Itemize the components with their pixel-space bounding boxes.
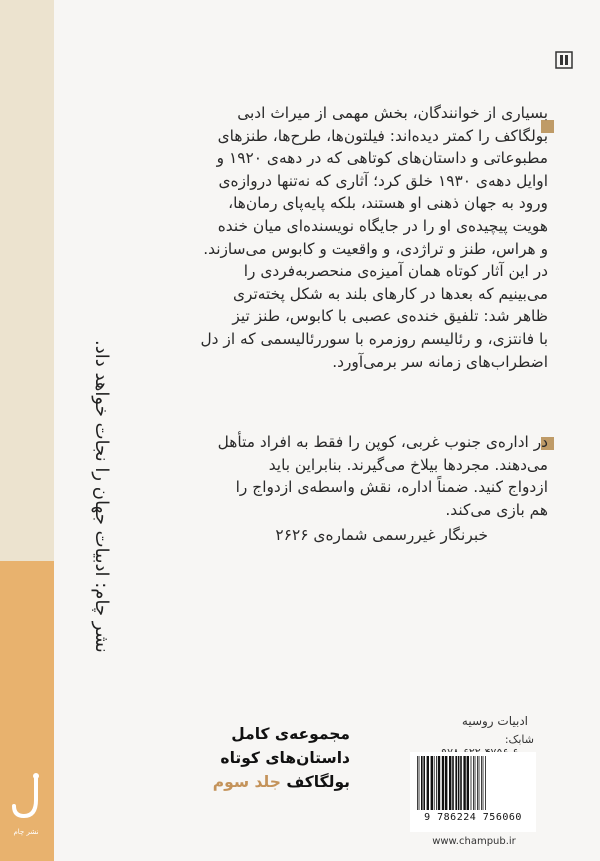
barcode-bar bbox=[449, 756, 451, 810]
barcode-bar bbox=[452, 756, 454, 810]
barcode-bar bbox=[471, 756, 472, 810]
quote-line: ازدواج کنید. ضمناً اداره، نقش واسطه‌ی ازدواج را bbox=[235, 478, 548, 497]
barcode-bar bbox=[427, 756, 429, 810]
barcode-bar bbox=[455, 756, 457, 810]
blurb-line: ظاهر شد: تلفیق خنده‌ی عصبی با کابوس، طنز تیز bbox=[232, 307, 548, 326]
publisher-logo-text: نشر چام bbox=[13, 828, 39, 836]
isbn-label: شابک: bbox=[504, 733, 534, 746]
blurb-line: مطبوعاتی و داستان‌های کوتاهی که در دهه‌ی ۱۹۲۰ و bbox=[216, 149, 548, 168]
barcode-bar bbox=[431, 756, 433, 810]
genre-label: ادبیات روسیه bbox=[461, 714, 528, 728]
collection-title-line1: مجموعه‌ی کامل bbox=[231, 725, 350, 743]
blurb-line: بسیاری از خوانندگان، بخش مهمی از میراث ادبی bbox=[237, 104, 548, 122]
barcode-bar bbox=[438, 756, 440, 810]
barcode-bar bbox=[442, 756, 444, 810]
publisher-mark-icon bbox=[554, 50, 574, 70]
barcode-bar bbox=[434, 756, 435, 810]
blurb-line: ورود به جهان ذهنی او هستند، بلکه پایه‌پای رمان‌ها، bbox=[228, 194, 548, 213]
blurb-line: با فانتزی، و رئالیسم روزمره با سوررئالیسمی که از دل bbox=[200, 329, 548, 348]
quote-line: هم بازی می‌کند. bbox=[445, 500, 548, 519]
barcode-bar bbox=[481, 756, 482, 810]
barcode-icon bbox=[415, 756, 531, 814]
collection-title-line3 bbox=[190, 770, 350, 794]
quote-line: در اداره‌ی جنوب غربی، کوپن را فقط به افراد متأهل bbox=[217, 433, 548, 451]
quote-line: می‌دهند. مجردها بیلاخ می‌گیرند. بنابراین باید bbox=[268, 455, 548, 474]
barcode-bar bbox=[483, 756, 484, 810]
collection-title-line2: داستان‌های کوتاه bbox=[220, 749, 350, 767]
barcode-bar bbox=[458, 756, 460, 810]
barcode-bar bbox=[473, 756, 474, 810]
barcode-bar bbox=[421, 756, 423, 810]
barcode-bar bbox=[419, 756, 420, 810]
collection-title bbox=[190, 722, 350, 794]
book-spine bbox=[0, 0, 54, 861]
barcode-bar bbox=[467, 756, 469, 810]
spine-slogan: نشر چام: ادبیات جهان را نجات خواهد داد. bbox=[91, 340, 112, 653]
barcode-bar bbox=[445, 756, 447, 810]
quote-author: خبرنگار غیررسمی شماره‌ی ۲۶۲۶ bbox=[275, 526, 488, 544]
blurb-line: و هراس، طنز و تراژدی، و واقعیت و کابوس می‌سازند. bbox=[203, 239, 548, 258]
publisher-website: www.champub.ir bbox=[432, 836, 516, 847]
barcode-bar bbox=[417, 756, 418, 810]
barcode-bar bbox=[436, 756, 437, 810]
collection-author: بولگاکف bbox=[286, 773, 350, 791]
blurb-line: می‌بینیم که بعدها در کارهای بلند به شکل پخته‌تری bbox=[232, 284, 548, 303]
blurb-line: اضطراب‌های زمانه سر برمی‌آورد. bbox=[332, 352, 548, 371]
barcode-bar bbox=[463, 756, 465, 810]
blurb-line: هویت پیچیده‌ی او را در جایگاه نویسنده‌ای میان خنده bbox=[217, 216, 548, 235]
barcode-bar bbox=[479, 756, 480, 810]
blurb-paragraph bbox=[108, 102, 548, 373]
publisher-logo-icon bbox=[6, 770, 46, 842]
barcode-bar bbox=[475, 756, 476, 810]
barcode-bar bbox=[460, 756, 462, 810]
blurb-line: بولگاکف را کمتر دیده‌اند: فیلتون‌ها، طرح‌ها، طنزهای bbox=[217, 126, 548, 145]
barcode-bar bbox=[485, 756, 486, 810]
barcode-bar bbox=[477, 756, 478, 810]
blurb-line: اوایل دهه‌ی ۱۹۳۰ خلق کرد؛ آثاری که نه‌تنها دروازه‌ی bbox=[218, 171, 548, 190]
quote-paragraph bbox=[108, 431, 548, 521]
blurb-line: در این آثار کوتاه همان آمیزه‌ی منحصربه‌فردی را bbox=[243, 262, 548, 281]
barcode-number: 9 786224 756060 bbox=[424, 812, 522, 823]
collection-volume: جلد سوم bbox=[212, 773, 281, 791]
barcode-bar bbox=[423, 756, 425, 810]
